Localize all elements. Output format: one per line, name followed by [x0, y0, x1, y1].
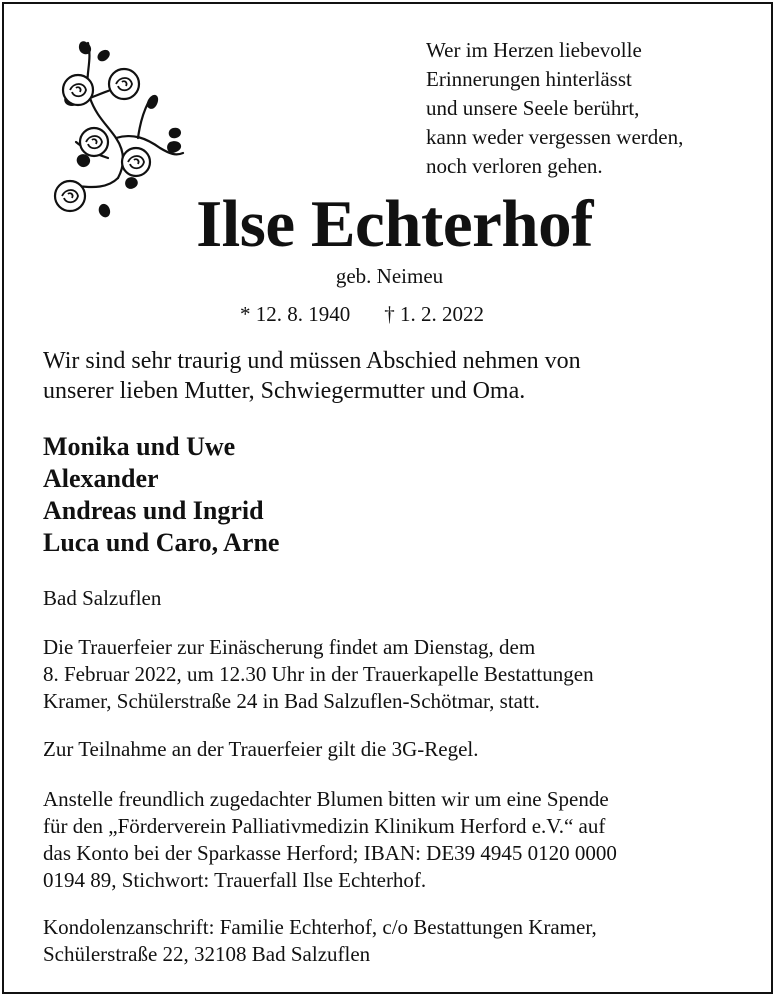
poem-line: noch verloren gehen. [426, 154, 603, 178]
life-dates [240, 300, 484, 328]
family-member: Monika und Uwe [43, 432, 236, 461]
birth-date: * 12. 8. 1940 [240, 302, 351, 326]
funeral-line: Die Trauerfeier zur Einäscherung findet am Dienstag, dem [43, 635, 536, 659]
condolence-address [43, 914, 763, 968]
poem-line: kann weder vergessen werden, [426, 125, 684, 149]
intro-line: Wir sind sehr traurig und müssen Abschied nehmen von [43, 348, 581, 374]
family-list [43, 431, 279, 559]
deceased-name: Ilse Echterhof [196, 187, 593, 261]
family-member: Luca und Caro, Arne [43, 528, 280, 557]
donation-line: für den „Förderverein Palliativmedizin Klinikum Herford e.V.“ auf [43, 814, 606, 838]
maiden-name: geb. Neimeu [335, 264, 444, 288]
funeral-line: 8. Februar 2022, um 12.30 Uhr in der Trauerkapelle Bestattungen [43, 662, 594, 686]
rule-3g-line: Zur Teilnahme an der Trauerfeier gilt die 3G-Regel. [43, 737, 479, 761]
family-member: Alexander [43, 464, 159, 493]
condolence-line: Kondolenzanschrift: Familie Echterhof, c/o Bestattungen Kramer, [43, 915, 597, 939]
rule-3g-info [43, 736, 763, 763]
donation-line: 0194 89, Stichwort: Trauerfall Ilse Echterhof. [43, 868, 427, 892]
poem-line: Erinnerungen hinterlässt [426, 67, 632, 91]
poem-line: und unsere Seele berührt, [426, 96, 640, 120]
family-member: Andreas und Ingrid [43, 496, 264, 525]
funeral-info [43, 634, 763, 715]
condolence-line: Schülerstraße 22, 32108 Bad Salzuflen [43, 942, 371, 966]
poem [426, 36, 756, 181]
intro-line: unserer lieben Mutter, Schwiegermutter und Oma. [43, 378, 526, 404]
intro-text [43, 346, 763, 406]
place: Bad Salzuflen [43, 586, 162, 610]
death-date: † 1. 2. 2022 [384, 302, 484, 326]
donation-line: das Konto bei der Sparkasse Herford; IBAN: DE39 4945 0120 0000 [43, 841, 617, 865]
donation-line: Anstelle freundlich zugedachter Blumen bitten wir um eine Spende [43, 787, 609, 811]
funeral-line: Kramer, Schülerstraße 24 in Bad Salzuflen-Schötmar, statt. [43, 689, 540, 713]
poem-line: Wer im Herzen liebevolle [426, 38, 642, 62]
donation-info [43, 786, 763, 894]
